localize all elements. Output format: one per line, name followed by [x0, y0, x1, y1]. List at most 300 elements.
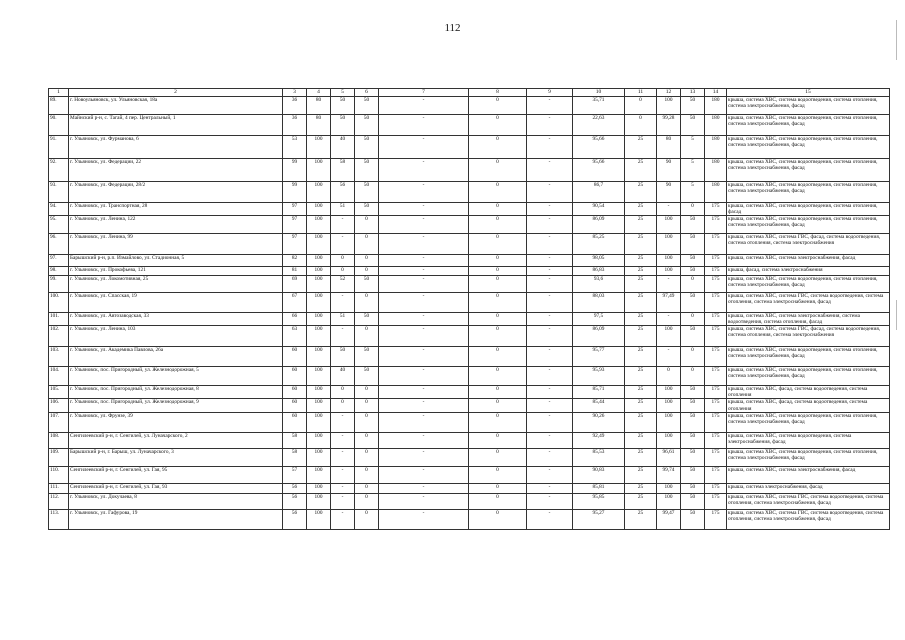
col-9: - — [527, 509, 573, 529]
col-10: 35,71 — [573, 97, 625, 115]
col-7: - — [379, 483, 469, 493]
col-10: 93,6 — [573, 276, 625, 293]
col-10: 95,27 — [573, 509, 625, 529]
col-3: 99 — [283, 182, 307, 203]
col-10: 85,25 — [573, 234, 625, 255]
col-5: 40 — [331, 367, 355, 386]
row-number: 102. — [49, 326, 69, 347]
col-5: 0 — [331, 399, 355, 412]
col-4: 100 — [307, 448, 331, 466]
row-number: 105. — [49, 386, 69, 399]
table-row — [49, 159, 890, 182]
col-10: 86,09 — [573, 326, 625, 347]
table-row — [49, 367, 890, 386]
col-6: 50 — [355, 203, 379, 216]
col-11: 25 — [625, 493, 657, 509]
col-13: 50 — [681, 386, 705, 399]
col-14: 175 — [705, 509, 727, 529]
col-12: 100 — [657, 493, 681, 509]
works-list: крыша, система ХВС, система ГВС, система водоотведения, система отопления, система электроснабжения, фасад — [727, 493, 890, 509]
col-6: 0 — [355, 399, 379, 412]
col-10: 88,03 — [573, 293, 625, 313]
col-12: 90 — [657, 182, 681, 203]
table-row — [49, 493, 890, 509]
col-13: 0 — [681, 347, 705, 367]
col-9: - — [527, 432, 573, 448]
col-8: 0 — [469, 448, 527, 466]
col-9: - — [527, 367, 573, 386]
col-9: - — [527, 313, 573, 326]
col-6: 0 — [355, 483, 379, 493]
col-9: - — [527, 234, 573, 255]
works-list: крыша, система ХВС, система электроснабжения, фасад — [727, 466, 890, 483]
works-list: крыша, система ХВС, система водоотведения, система отопления, система электроснабжения, фасад — [727, 367, 890, 386]
works-list: крыша, фасад, система электроснабжения — [727, 267, 890, 276]
column-header: 1 — [49, 89, 69, 97]
col-11: 25 — [625, 276, 657, 293]
table-row — [49, 293, 890, 313]
col-7: - — [379, 412, 469, 432]
table-row — [49, 136, 890, 159]
col-11: 25 — [625, 483, 657, 493]
works-list: крыша, система ХВС, система ГВС, система водоотведения, система отопления, система электроснабжения, фасад — [727, 509, 890, 529]
address: г. Ульяновск, ул. Ленина, 122 — [69, 216, 283, 234]
col-11: 25 — [625, 326, 657, 347]
col-9: - — [527, 136, 573, 159]
col-7: - — [379, 203, 469, 216]
col-6: 0 — [355, 267, 379, 276]
works-list: крыша, система ХВС, система водоотведения, система отопления, система электроснабжения, фасад — [727, 448, 890, 466]
col-5: - — [331, 493, 355, 509]
table-row — [49, 466, 890, 483]
address: Сенгилеевский р-н, г. Сенгилей, ул. Гая, 95 — [69, 466, 283, 483]
col-9: - — [527, 386, 573, 399]
col-12: 97,49 — [657, 293, 681, 313]
col-9: - — [527, 466, 573, 483]
col-5: - — [331, 432, 355, 448]
col-9: - — [527, 97, 573, 115]
address: г. Ульяновск, ул. Федерации, 28/2 — [69, 182, 283, 203]
works-list: крыша, система ХВС, система водоотведения, система отопления, система электроснабжения, фасад — [727, 347, 890, 367]
col-4: 100 — [307, 386, 331, 399]
col-12: 100 — [657, 412, 681, 432]
table-row — [49, 203, 890, 216]
column-header: 12 — [657, 89, 681, 97]
col-14: 175 — [705, 276, 727, 293]
col-13: 50 — [681, 432, 705, 448]
col-3: 97 — [283, 203, 307, 216]
col-9: - — [527, 412, 573, 432]
col-3: 99 — [283, 159, 307, 182]
col-4: 100 — [307, 493, 331, 509]
col-3: 97 — [283, 234, 307, 255]
works-list: крыша, система ХВС, система водоотведения, система отопления, система электроснабжения, фасад — [727, 115, 890, 136]
col-9: - — [527, 448, 573, 466]
col-10: 86,83 — [573, 267, 625, 276]
column-header: 4 — [307, 89, 331, 97]
col-5: 52 — [331, 276, 355, 293]
col-8: 0 — [469, 216, 527, 234]
col-7: - — [379, 159, 469, 182]
col-8: 0 — [469, 483, 527, 493]
col-7: - — [379, 293, 469, 313]
col-7: - — [379, 182, 469, 203]
col-5: 0 — [331, 386, 355, 399]
row-number: 95. — [49, 216, 69, 234]
row-number: 111. — [49, 483, 69, 493]
col-11: 0 — [625, 97, 657, 115]
works-list: крыша, система ХВС, система водоотведения, система электроснабжения, фасад — [727, 432, 890, 448]
col-5: - — [331, 483, 355, 493]
col-13: 5 — [681, 182, 705, 203]
col-3: 60 — [283, 412, 307, 432]
works-list: крыша, система ХВС, система водоотведения, система отопления, система электроснабжения, фасад — [727, 182, 890, 203]
col-14: 175 — [705, 267, 727, 276]
col-5: 56 — [331, 182, 355, 203]
address: г. Ульяновск, ул. Автозаводская, 33 — [69, 313, 283, 326]
col-14: 180 — [705, 182, 727, 203]
col-10: 85,53 — [573, 448, 625, 466]
col-12: - — [657, 203, 681, 216]
address: г. Ульяновск, ул. Гафурова, 19 — [69, 509, 283, 529]
col-8: 0 — [469, 159, 527, 182]
col-11: 25 — [625, 234, 657, 255]
col-10: 22,63 — [573, 115, 625, 136]
address: г. Ульяновск, пос. Пригородный, ул. Железнодорожная, 8 — [69, 386, 283, 399]
col-8: 0 — [469, 493, 527, 509]
works-list: крыша, система ХВС, система водоотведения, система отопления, система электроснабжения, фасад — [727, 159, 890, 182]
col-10: 86,7 — [573, 182, 625, 203]
table-row — [49, 255, 890, 267]
col-4: 100 — [307, 509, 331, 529]
col-12: 99,28 — [657, 115, 681, 136]
table-row — [49, 182, 890, 203]
col-8: 0 — [469, 293, 527, 313]
col-9: - — [527, 115, 573, 136]
col-3: 60 — [283, 386, 307, 399]
col-7: - — [379, 466, 469, 483]
col-4: 100 — [307, 432, 331, 448]
col-8: 0 — [469, 97, 527, 115]
row-number: 110. — [49, 466, 69, 483]
works-list: крыша, система ХВС, система ГВС, фасад, система водоотведения, система отопления, система электроснабжения — [727, 326, 890, 347]
col-13: 50 — [681, 216, 705, 234]
column-header: 10 — [573, 89, 625, 97]
col-6: 0 — [355, 386, 379, 399]
col-6: 50 — [355, 367, 379, 386]
col-6: 50 — [355, 115, 379, 136]
col-6: 0 — [355, 216, 379, 234]
col-5: - — [331, 293, 355, 313]
address: г. Ульяновск, ул. Фурманова, 6 — [69, 136, 283, 159]
col-9: - — [527, 399, 573, 412]
col-10: 92,49 — [573, 432, 625, 448]
col-4: 100 — [307, 466, 331, 483]
col-3: 81 — [283, 267, 307, 276]
row-number: 103. — [49, 347, 69, 367]
column-header: 14 — [705, 89, 727, 97]
col-10: 95,66 — [573, 136, 625, 159]
address: г. Ульяновск, ул. Ленина, 99 — [69, 234, 283, 255]
table-row — [49, 97, 890, 115]
address: Сенгилеевский р-н, г. Сенгилей, ул. Луначарского, 2 — [69, 432, 283, 448]
col-9: - — [527, 293, 573, 313]
col-11: 25 — [625, 412, 657, 432]
col-5: - — [331, 448, 355, 466]
col-14: 175 — [705, 234, 727, 255]
col-7: - — [379, 313, 469, 326]
works-list: крыша, система ХВС, система водоотведения, система отопления, система электроснабжения, фасад — [727, 216, 890, 234]
col-6: 0 — [355, 493, 379, 509]
col-13: 50 — [681, 509, 705, 529]
row-number: 106. — [49, 399, 69, 412]
scan-edge-mark — [896, 20, 897, 60]
col-5: 51 — [331, 313, 355, 326]
col-13: 50 — [681, 326, 705, 347]
col-5: - — [331, 234, 355, 255]
col-10: 86,09 — [573, 216, 625, 234]
col-14: 175 — [705, 412, 727, 432]
table-row — [49, 399, 890, 412]
col-13: 5 — [681, 159, 705, 182]
col-8: 0 — [469, 466, 527, 483]
col-12: 100 — [657, 399, 681, 412]
works-list: крыша, система ХВС, фасад, система водоотведения, система отопления — [727, 399, 890, 412]
col-13: 50 — [681, 234, 705, 255]
row-number: 91. — [49, 136, 69, 159]
table-row — [49, 347, 890, 367]
col-8: 0 — [469, 509, 527, 529]
col-7: - — [379, 115, 469, 136]
col-10: 95,77 — [573, 347, 625, 367]
column-header: 11 — [625, 89, 657, 97]
col-14: 180 — [705, 159, 727, 182]
col-11: 0 — [625, 115, 657, 136]
row-number: 113. — [49, 509, 69, 529]
col-14: 180 — [705, 115, 727, 136]
column-header: 13 — [681, 89, 705, 97]
row-number: 98. — [49, 267, 69, 276]
col-5: 40 — [331, 136, 355, 159]
col-10: 90,26 — [573, 412, 625, 432]
table-row — [49, 234, 890, 255]
table-row — [49, 448, 890, 466]
col-3: 69 — [283, 276, 307, 293]
col-13: 0 — [681, 203, 705, 216]
col-5: - — [331, 509, 355, 529]
address: Барышский р-н, р.п. Измайлово, ул. Стадионная, 5 — [69, 255, 283, 267]
col-3: 56 — [283, 493, 307, 509]
col-7: - — [379, 493, 469, 509]
col-7: - — [379, 367, 469, 386]
col-11: 25 — [625, 267, 657, 276]
col-8: 0 — [469, 136, 527, 159]
column-header: 2 — [69, 89, 283, 97]
col-3: 60 — [283, 399, 307, 412]
col-7: - — [379, 216, 469, 234]
col-6: 0 — [355, 432, 379, 448]
col-7: - — [379, 276, 469, 293]
col-12: - — [657, 276, 681, 293]
table-row — [49, 115, 890, 136]
col-6: 50 — [355, 159, 379, 182]
col-7: - — [379, 326, 469, 347]
works-list: крыша, система ХВС, система водоотведения, система отопления, система электроснабжения, фасад — [727, 97, 890, 115]
works-list: крыша, система ХВС, фасад, система водоотведения, система отопления — [727, 386, 890, 399]
col-8: 0 — [469, 347, 527, 367]
column-header: 15 — [727, 89, 890, 97]
col-13: 50 — [681, 483, 705, 493]
table-row — [49, 276, 890, 293]
col-4: 100 — [307, 255, 331, 267]
col-9: - — [527, 255, 573, 267]
col-3: 67 — [283, 293, 307, 313]
col-12: 100 — [657, 97, 681, 115]
col-14: 175 — [705, 203, 727, 216]
col-12: 99,47 — [657, 509, 681, 529]
col-3: 56 — [283, 483, 307, 493]
col-9: - — [527, 216, 573, 234]
col-12: 100 — [657, 255, 681, 267]
col-13: 0 — [681, 367, 705, 386]
col-13: 50 — [681, 255, 705, 267]
col-4: 100 — [307, 136, 331, 159]
col-8: 0 — [469, 399, 527, 412]
col-8: 0 — [469, 203, 527, 216]
col-4: 100 — [307, 483, 331, 493]
col-3: 36 — [283, 115, 307, 136]
col-14: 175 — [705, 399, 727, 412]
col-6: 0 — [355, 509, 379, 529]
col-4: 100 — [307, 182, 331, 203]
address: г. Ульяновск, пос. Пригородный, ул. Железнодорожная, 9 — [69, 399, 283, 412]
col-7: - — [379, 432, 469, 448]
col-9: - — [527, 483, 573, 493]
row-number: 96. — [49, 234, 69, 255]
address: г. Ульяновск, ул. Академика Павлова, 26а — [69, 347, 283, 367]
col-4: 100 — [307, 313, 331, 326]
col-12: 96,61 — [657, 448, 681, 466]
col-3: 60 — [283, 347, 307, 367]
address: г. Ульяновск, пос. Пригородный, ул. Железнодорожная, 5 — [69, 367, 283, 386]
col-11: 25 — [625, 367, 657, 386]
col-11: 25 — [625, 293, 657, 313]
col-12: 100 — [657, 267, 681, 276]
col-3: 63 — [283, 326, 307, 347]
works-list: крыша, система ХВС, система водоотведения, система отопления, система электроснабжения, фасад — [727, 136, 890, 159]
column-header: 9 — [527, 89, 573, 97]
col-11: 25 — [625, 159, 657, 182]
works-list: крыша, система электроснабжения, фасад — [727, 483, 890, 493]
col-10: 98,05 — [573, 255, 625, 267]
col-12: 99,74 — [657, 466, 681, 483]
col-14: 175 — [705, 493, 727, 509]
col-6: 50 — [355, 276, 379, 293]
row-number: 97. — [49, 255, 69, 267]
row-number: 92. — [49, 159, 69, 182]
col-14: 175 — [705, 367, 727, 386]
col-8: 0 — [469, 182, 527, 203]
col-7: - — [379, 509, 469, 529]
col-7: - — [379, 136, 469, 159]
col-5: 51 — [331, 203, 355, 216]
address: Майнский р-н, с. Тагай, 4 пер. Центральный, 1 — [69, 115, 283, 136]
col-3: 53 — [283, 136, 307, 159]
col-4: 100 — [307, 216, 331, 234]
col-3: 58 — [283, 448, 307, 466]
col-3: 36 — [283, 97, 307, 115]
col-13: 0 — [681, 276, 705, 293]
col-11: 25 — [625, 255, 657, 267]
col-6: 50 — [355, 136, 379, 159]
col-5: 0 — [331, 267, 355, 276]
page-number: 112 — [444, 22, 461, 34]
table-row — [49, 432, 890, 448]
col-13: 50 — [681, 97, 705, 115]
col-13: 50 — [681, 115, 705, 136]
col-11: 25 — [625, 386, 657, 399]
address: г. Ульяновск, ул. Прокофьева, 121 — [69, 267, 283, 276]
col-12: - — [657, 313, 681, 326]
col-11: 25 — [625, 216, 657, 234]
col-7: - — [379, 267, 469, 276]
address: г. Ульяновск, ул. Докучаева, 8 — [69, 493, 283, 509]
col-13: 50 — [681, 267, 705, 276]
col-9: - — [527, 203, 573, 216]
table-row — [49, 412, 890, 432]
col-13: 50 — [681, 293, 705, 313]
col-4: 80 — [307, 97, 331, 115]
col-14: 180 — [705, 97, 727, 115]
col-10: 85,81 — [573, 483, 625, 493]
col-6: 0 — [355, 326, 379, 347]
col-11: 25 — [625, 182, 657, 203]
column-header: 3 — [283, 89, 307, 97]
col-7: - — [379, 97, 469, 115]
col-4: 100 — [307, 399, 331, 412]
row-number: 101. — [49, 313, 69, 326]
col-5: 50 — [331, 97, 355, 115]
column-header: 6 — [355, 89, 379, 97]
col-8: 0 — [469, 367, 527, 386]
address: г. Ульяновск, ул. Транспортная, 28 — [69, 203, 283, 216]
address: Барышский р-н, г. Барыш, ул. Луначарского, 3 — [69, 448, 283, 466]
table-row — [49, 313, 890, 326]
col-12: 100 — [657, 234, 681, 255]
col-8: 0 — [469, 276, 527, 293]
col-6: 0 — [355, 466, 379, 483]
col-12: 100 — [657, 216, 681, 234]
col-9: - — [527, 276, 573, 293]
col-13: 50 — [681, 448, 705, 466]
col-8: 0 — [469, 115, 527, 136]
works-list: крыша, система ХВС, система водоотведения, система отопления, система электроснабжения, фасад — [727, 412, 890, 432]
table-row — [49, 267, 890, 276]
col-4: 100 — [307, 276, 331, 293]
col-10: 90,54 — [573, 203, 625, 216]
col-4: 100 — [307, 367, 331, 386]
col-14: 175 — [705, 466, 727, 483]
table-row — [49, 509, 890, 529]
col-3: 60 — [283, 367, 307, 386]
col-13: 50 — [681, 493, 705, 509]
col-14: 175 — [705, 326, 727, 347]
works-list: крыша, система ХВС, система электроснабжения, система водоотведения, система отопления, фасад — [727, 313, 890, 326]
col-12: 0 — [657, 367, 681, 386]
col-9: - — [527, 159, 573, 182]
header-row — [49, 89, 890, 97]
col-7: - — [379, 347, 469, 367]
